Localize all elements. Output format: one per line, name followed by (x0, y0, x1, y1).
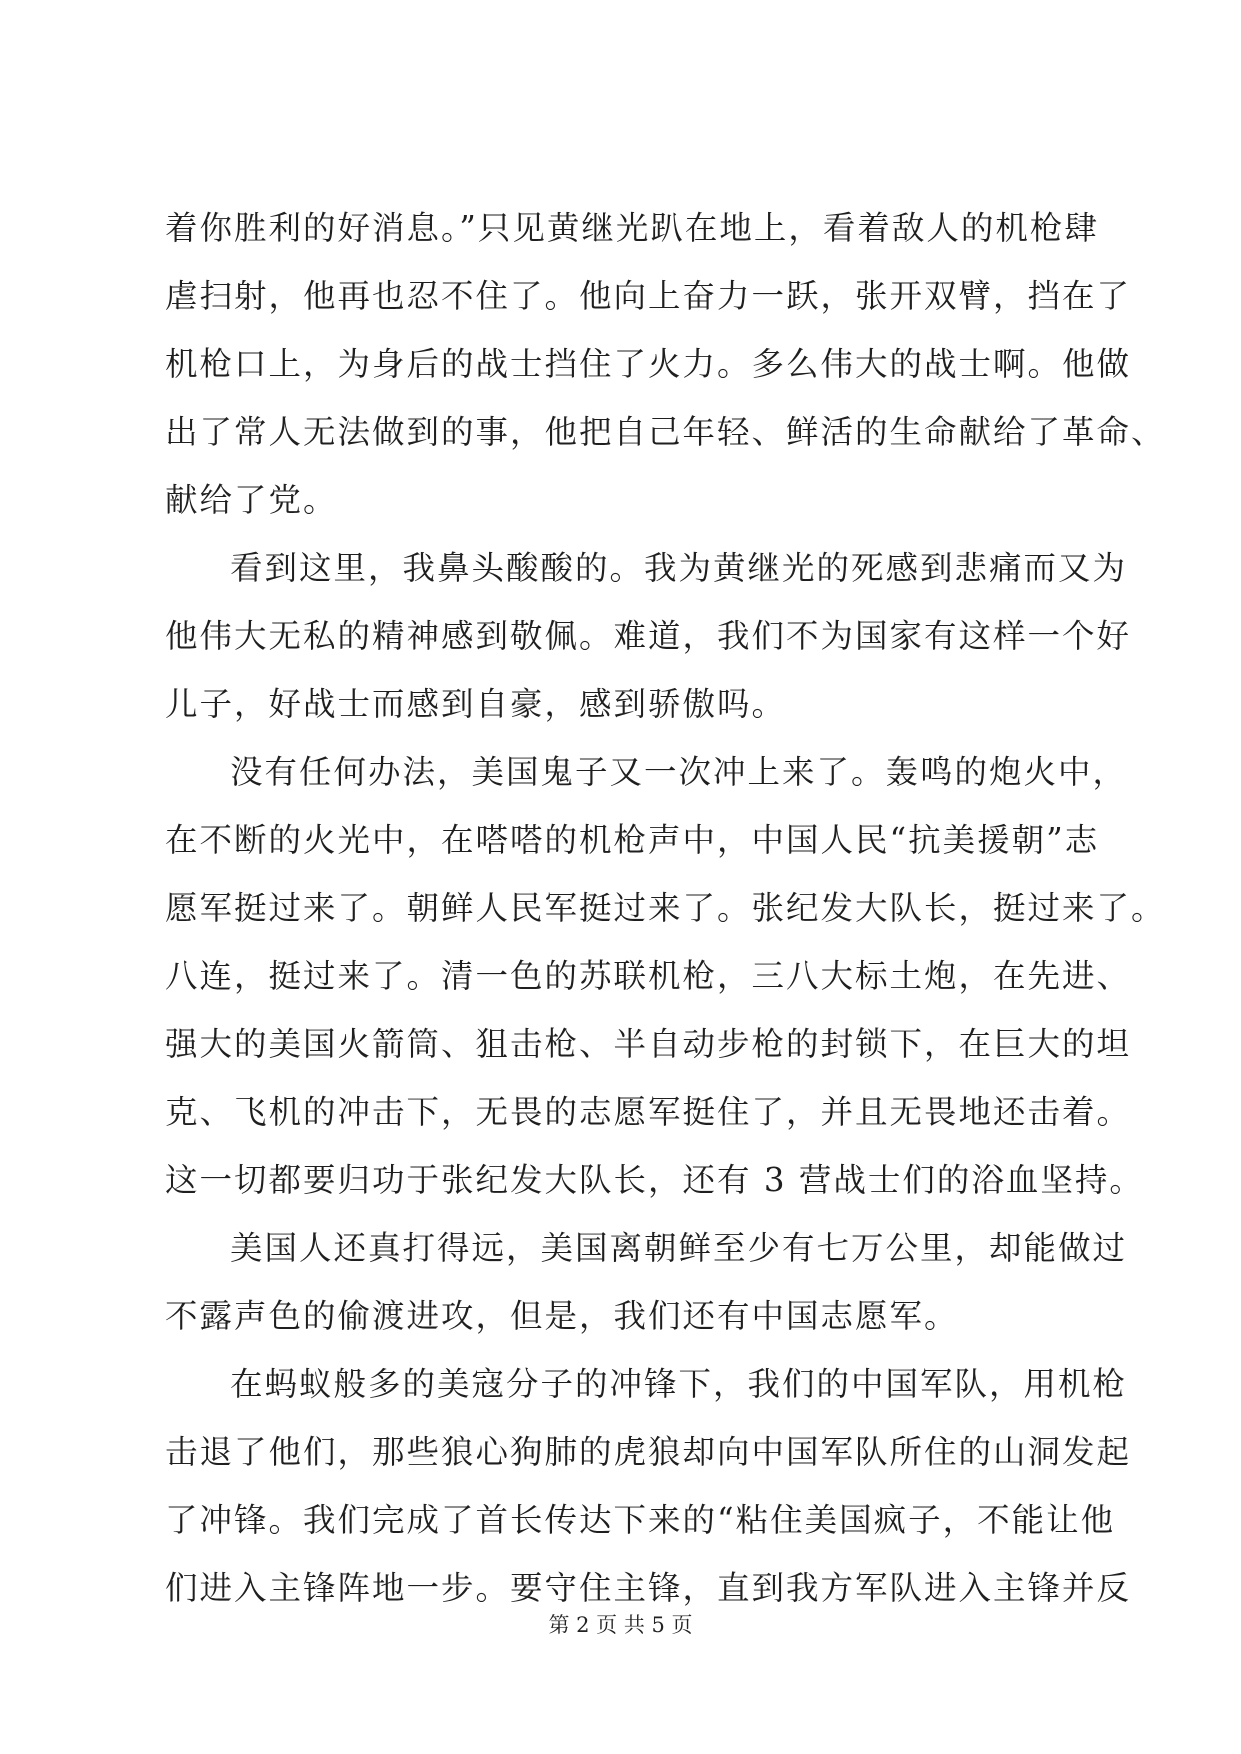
paragraph-line: 机枪口上，为身后的战士挡住了火力。多么伟大的战士啊。他做 (165, 345, 1132, 383)
paragraph-line: 没有任何办法，美国鬼子又一次冲上来了。轰鸣的炮火中， (230, 753, 1128, 791)
paragraph-line: 出了常人无法做到的事，他把自己年轻、鲜活的生命献给了革命、 (165, 413, 1166, 451)
paragraph-line: 他伟大无私的精神感到敬佩。难道，我们不为国家有这样一个好 (165, 617, 1132, 655)
paragraph-line: 在不断的火光中，在嗒嗒的机枪声中，中国人民“抗美援朝”志 (165, 821, 1100, 859)
paragraph-line: 愿军挺过来了。朝鲜人民军挺过来了。张纪发大队长，挺过来了。 (165, 889, 1166, 927)
paragraph-line: 看到这里，我鼻头酸酸的。我为黄继光的死感到悲痛而又为 (230, 549, 1128, 587)
paragraph-line: 不露声色的偷渡进攻，但是，我们还有中国志愿军。 (165, 1297, 959, 1335)
paragraph-line: 这一切都要归功于张纪发大队长，还有 3 营战士们的浴血坚持。 (165, 1161, 1144, 1199)
paragraph-line: 虐扫射，他再也忍不住了。他向上奋力一跃，张开双臂，挡在了 (165, 277, 1132, 315)
paragraph-line: 着你胜利的好消息。”只见黄继光趴在地上，看着敌人的机枪肆 (165, 209, 1099, 247)
paragraph-line: 克、飞机的冲击下，无畏的志愿军挺住了，并且无畏地还击着。 (165, 1093, 1132, 1131)
paragraph-line: 击退了他们，那些狼心狗肺的虎狼却向中国军队所住的山洞发起 (165, 1433, 1132, 1471)
paragraph-line: 在蚂蚁般多的美寇分子的冲锋下，我们的中国军队，用机枪 (230, 1365, 1128, 1403)
paragraph-line: 献给了党。 (165, 481, 338, 519)
paragraph-line: 了冲锋。我们完成了首长传达下来的“粘住美国疯子，不能让他 (165, 1501, 1116, 1539)
paragraph-line: 八连，挺过来了。清一色的苏联机枪，三八大标土炮，在先进、 (165, 957, 1132, 995)
paragraph-line: 儿子，好战士而感到自豪，感到骄傲吗。 (165, 685, 787, 723)
paragraph-line: 美国人还真打得远，美国离朝鲜至少有七万公里，却能做过 (230, 1229, 1128, 1267)
page-number-footer: 第 2 页 共 5 页 (548, 1613, 693, 1637)
paragraph-line: 强大的美国火箭筒、狙击枪、半自动步枪的封锁下，在巨大的坦 (165, 1025, 1132, 1063)
paragraph-line: 们进入主锋阵地一步。要守住主锋，直到我方军队进入主锋并反 (165, 1569, 1132, 1607)
